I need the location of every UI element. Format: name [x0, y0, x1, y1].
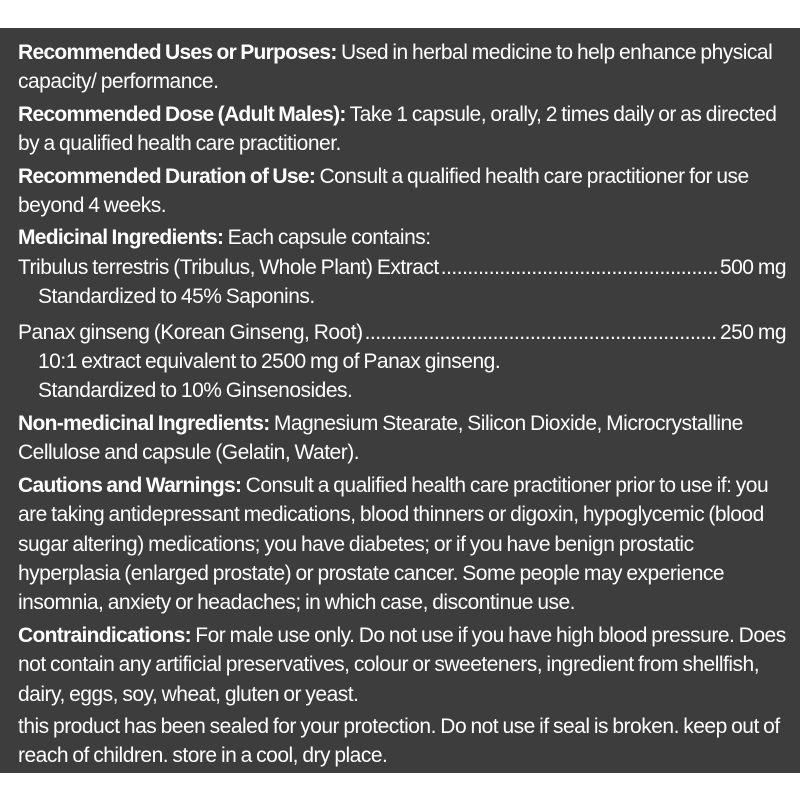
ingredient-name: Tribulus terrestris (Tribulus, Whole Plant) Extract — [18, 255, 439, 279]
cautions-heading: Cautions and Warnings: — [18, 473, 242, 497]
uses-heading: Recommended Uses or Purposes: — [18, 41, 337, 64]
storage-note: this product has been sealed for your protection. Do not use if seal is broken. keep out of reach of children. store in a cool, dry place. — [18, 714, 780, 768]
uses-text: Used in herbal medicine to help enhance physical capacity/ performance. — [18, 41, 773, 94]
dot-leader — [441, 253, 718, 282]
uses-section — [18, 38, 786, 97]
ingredient-note: Standardized to 45% Saponins. — [38, 285, 315, 309]
duration-heading: Recommended Duration of Use: — [18, 164, 316, 188]
contraindications-text: For male use only. Do not use if you have high blood pressure. Does not contain any artificial preservatives, colour or sweeteners, ingredient from shellfish, dairy, eggs, soy, wheat, gluten or yeast. — [18, 623, 786, 706]
dose-text: Take 1 capsule, orally, 2 times daily or as directed by a qualified health care practitioner. — [18, 102, 777, 156]
dose-section — [18, 100, 786, 159]
non-medicinal-section — [18, 409, 786, 468]
ingredient-amount: 250 mg — [719, 320, 786, 344]
duration-text: Consult a qualified health care practitioner for use beyond 4 weeks. — [18, 164, 749, 218]
contraindications-heading: Contraindications: — [18, 623, 191, 647]
ingredient-row — [18, 318, 786, 347]
medicinal-heading: Medicinal Ingredients: — [18, 226, 224, 250]
dot-leader — [365, 318, 718, 347]
cautions-text: Consult a qualified health care practitioner prior to use if: you are taking antidepressant medications, blood thinners or digoxin, hypoglycemic (blood sugar altering) medications; you have diabetes; or if you have benign prostatic hyperplasia (enlarged prostate) or prostate cancer. Some people may experience insomnia, anxiety or headaches; in which case, discontinue use. — [18, 473, 769, 615]
duration-section — [18, 162, 786, 221]
label-panel — [0, 28, 800, 773]
contraindications-section — [18, 621, 786, 709]
ingredient-note: 10:1 extract equivalent to 2500 mg of Panax ginseng. — [38, 350, 501, 374]
non-medicinal-text: Magnesium Stearate, Silicon Dioxide, Microcrystalline Cellulose and capsule (Gelatin, Water). — [18, 411, 743, 465]
ingredient-amount: 500 mg — [719, 255, 786, 279]
dose-heading: Recommended Dose (Adult Males): — [18, 102, 346, 126]
medicinal-intro: Each capsule contains: — [223, 226, 431, 250]
ingredient-row — [18, 253, 786, 282]
medicinal-ingredients-section — [18, 223, 786, 405]
cautions-section — [18, 471, 786, 618]
ingredient-note: Standardized to 10% Ginsenosides. — [38, 379, 353, 403]
non-medicinal-heading: Non-medicinal Ingredients: — [18, 411, 270, 435]
ingredient-name: Panax ginseng (Korean Ginseng, Root) — [18, 320, 363, 344]
